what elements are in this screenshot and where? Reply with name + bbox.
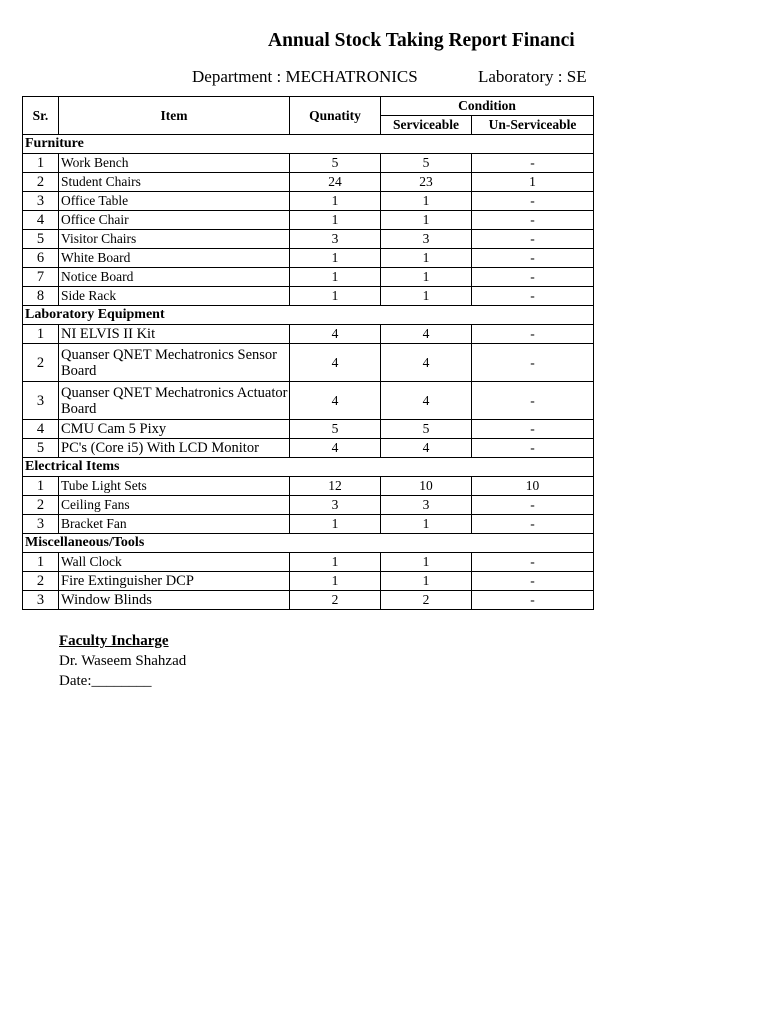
report-title: Annual Stock Taking Report Financi: [268, 30, 575, 51]
cell-serviceable: 3: [381, 230, 472, 249]
cell-item: Fire Extinguisher DCP: [59, 572, 290, 591]
department-label: Department : MECHATRONICS: [192, 67, 418, 86]
cell-unserviceable: -: [472, 382, 594, 420]
cell-quantity: 5: [290, 154, 381, 173]
cell-sr: 3: [23, 591, 59, 610]
table-row: [23, 572, 594, 591]
section-title: Miscellaneous/Tools: [23, 534, 594, 553]
cell-unserviceable: 10: [472, 477, 594, 496]
cell-serviceable: 1: [381, 553, 472, 572]
cell-unserviceable: 1: [472, 173, 594, 192]
cell-quantity: 1: [290, 192, 381, 211]
signature-name: Dr. Waseem Shahzad: [59, 653, 187, 669]
cell-item: Quanser QNET Mechatronics Actuator Board: [59, 382, 290, 420]
section-title: Electrical Items: [23, 458, 594, 477]
table-row: [23, 230, 594, 249]
cell-serviceable: 4: [381, 325, 472, 344]
table-row: [23, 211, 594, 230]
cell-sr: 1: [23, 553, 59, 572]
cell-serviceable: 1: [381, 249, 472, 268]
cell-quantity: 3: [290, 230, 381, 249]
table-row: [23, 249, 594, 268]
stock-table: [22, 96, 594, 610]
cell-item: Bracket Fan: [59, 515, 290, 534]
cell-sr: 2: [23, 173, 59, 192]
table-row: [23, 591, 594, 610]
cell-item: Visitor Chairs: [59, 230, 290, 249]
cell-quantity: 5: [290, 420, 381, 439]
cell-quantity: 4: [290, 325, 381, 344]
table-row: [23, 515, 594, 534]
cell-sr: 1: [23, 154, 59, 173]
cell-quantity: 12: [290, 477, 381, 496]
table-row: [23, 173, 594, 192]
cell-item: Student Chairs: [59, 173, 290, 192]
cell-serviceable: 1: [381, 515, 472, 534]
cell-serviceable: 3: [381, 496, 472, 515]
cell-quantity: 1: [290, 268, 381, 287]
cell-unserviceable: -: [472, 211, 594, 230]
table-row: [23, 496, 594, 515]
cell-serviceable: 1: [381, 192, 472, 211]
signature-date: Date:________: [59, 673, 152, 689]
section-row: [23, 306, 594, 325]
cell-sr: 1: [23, 325, 59, 344]
cell-sr: 6: [23, 249, 59, 268]
cell-item: Quanser QNET Mechatronics Sensor Board: [59, 344, 290, 382]
cell-item: Office Table: [59, 192, 290, 211]
cell-unserviceable: -: [472, 553, 594, 572]
cell-unserviceable: -: [472, 287, 594, 306]
header-unserviceable: Un-Serviceable: [472, 116, 594, 135]
cell-quantity: 1: [290, 553, 381, 572]
table-row: [23, 325, 594, 344]
cell-quantity: 4: [290, 344, 381, 382]
table-row: [23, 477, 594, 496]
table-row: [23, 154, 594, 173]
cell-quantity: 24: [290, 173, 381, 192]
cell-serviceable: 2: [381, 591, 472, 610]
cell-item: CMU Cam 5 Pixy: [59, 420, 290, 439]
table-row: [23, 382, 594, 420]
table-row: [23, 439, 594, 458]
cell-quantity: 1: [290, 249, 381, 268]
cell-quantity: 1: [290, 515, 381, 534]
cell-item: PC's (Core i5) With LCD Monitor: [59, 439, 290, 458]
cell-item: White Board: [59, 249, 290, 268]
cell-quantity: 1: [290, 211, 381, 230]
cell-item: NI ELVIS II Kit: [59, 325, 290, 344]
table-row: [23, 553, 594, 572]
cell-item: Ceiling Fans: [59, 496, 290, 515]
cell-quantity: 1: [290, 572, 381, 591]
cell-serviceable: 5: [381, 154, 472, 173]
cell-sr: 2: [23, 572, 59, 591]
cell-sr: 5: [23, 439, 59, 458]
cell-unserviceable: -: [472, 572, 594, 591]
cell-serviceable: 1: [381, 268, 472, 287]
cell-serviceable: 23: [381, 173, 472, 192]
cell-unserviceable: -: [472, 154, 594, 173]
table-row: [23, 268, 594, 287]
header-quantity: Qunatity: [290, 97, 381, 135]
cell-item: Office Chair: [59, 211, 290, 230]
cell-unserviceable: -: [472, 591, 594, 610]
cell-sr: 4: [23, 420, 59, 439]
cell-unserviceable: -: [472, 496, 594, 515]
header-item: Item: [59, 97, 290, 135]
cell-quantity: 2: [290, 591, 381, 610]
cell-sr: 3: [23, 515, 59, 534]
cell-item: Notice Board: [59, 268, 290, 287]
section-row: [23, 534, 594, 553]
cell-serviceable: 4: [381, 382, 472, 420]
signature-title: Faculty Incharge: [59, 633, 169, 649]
cell-sr: 3: [23, 382, 59, 420]
cell-unserviceable: -: [472, 192, 594, 211]
cell-quantity: 1: [290, 287, 381, 306]
cell-sr: 2: [23, 496, 59, 515]
cell-serviceable: 10: [381, 477, 472, 496]
header-serviceable: Serviceable: [381, 116, 472, 135]
section-row: [23, 458, 594, 477]
cell-serviceable: 4: [381, 439, 472, 458]
section-title: Furniture: [23, 135, 594, 154]
table-row: [23, 344, 594, 382]
cell-item: Work Bench: [59, 154, 290, 173]
cell-unserviceable: -: [472, 420, 594, 439]
cell-unserviceable: -: [472, 268, 594, 287]
cell-quantity: 3: [290, 496, 381, 515]
cell-item: Wall Clock: [59, 553, 290, 572]
section-title: Laboratory Equipment: [23, 306, 594, 325]
cell-sr: 1: [23, 477, 59, 496]
cell-item: Side Rack: [59, 287, 290, 306]
cell-sr: 7: [23, 268, 59, 287]
cell-unserviceable: -: [472, 515, 594, 534]
section-row: [23, 135, 594, 154]
table-body: [23, 135, 594, 610]
cell-sr: 3: [23, 192, 59, 211]
table-row: [23, 420, 594, 439]
cell-sr: 2: [23, 344, 59, 382]
cell-quantity: 4: [290, 382, 381, 420]
cell-unserviceable: -: [472, 249, 594, 268]
cell-sr: 4: [23, 211, 59, 230]
cell-serviceable: 4: [381, 344, 472, 382]
cell-item: Tube Light Sets: [59, 477, 290, 496]
cell-sr: 8: [23, 287, 59, 306]
header-condition: Condition: [381, 97, 594, 116]
table-row: [23, 192, 594, 211]
cell-unserviceable: -: [472, 230, 594, 249]
cell-unserviceable: -: [472, 325, 594, 344]
cell-serviceable: 1: [381, 572, 472, 591]
cell-serviceable: 1: [381, 211, 472, 230]
table-row: [23, 287, 594, 306]
cell-unserviceable: -: [472, 344, 594, 382]
header-sr: Sr.: [23, 97, 59, 135]
laboratory-label: Laboratory : SE: [478, 67, 587, 86]
cell-serviceable: 5: [381, 420, 472, 439]
cell-unserviceable: -: [472, 439, 594, 458]
cell-serviceable: 1: [381, 287, 472, 306]
cell-quantity: 4: [290, 439, 381, 458]
cell-item: Window Blinds: [59, 591, 290, 610]
cell-sr: 5: [23, 230, 59, 249]
